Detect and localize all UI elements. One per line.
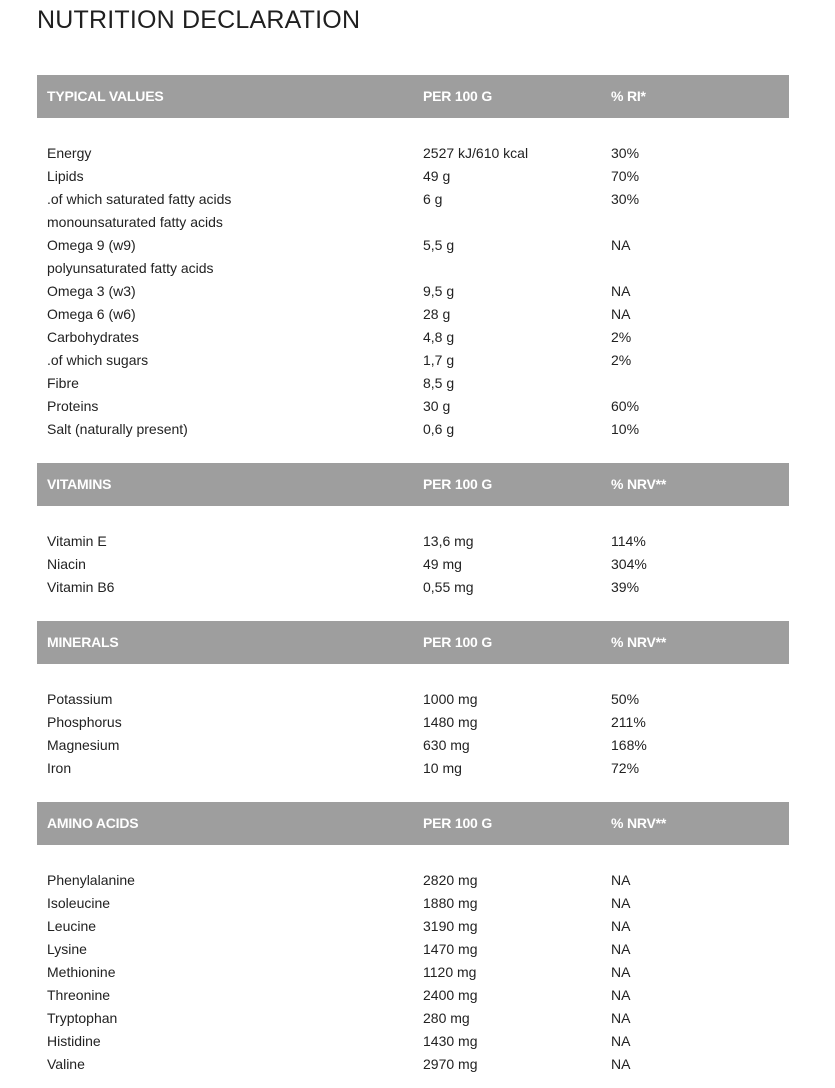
- nutrient-percent: NA: [611, 941, 631, 957]
- nutrient-percent: 30%: [611, 145, 640, 161]
- nutrient-name: Magnesium: [47, 737, 120, 753]
- section-heading: AMINO ACIDS: [47, 815, 139, 831]
- nutrient-percent: NA: [611, 895, 631, 911]
- nutrient-amount: 10 mg: [423, 760, 462, 776]
- nutrient-percent: 114%: [611, 533, 646, 549]
- table-row: [37, 711, 789, 734]
- table-row: [37, 530, 789, 553]
- table-row: [37, 1007, 789, 1030]
- nutrient-name: Methionine: [47, 964, 116, 980]
- nutrient-amount: 0,6 g: [423, 421, 455, 437]
- nutrient-percent: 30%: [611, 191, 640, 207]
- nutrient-name: Potassium: [47, 691, 113, 707]
- nutrient-percent: 2%: [611, 329, 632, 345]
- table-row: [37, 938, 789, 961]
- table-row: [37, 211, 789, 234]
- nutrient-amount: 1,7 g: [423, 352, 455, 368]
- nutrient-name: polyunsaturated fatty acids: [47, 260, 214, 276]
- section-header: [37, 621, 789, 664]
- per-100g-header: PER 100 G: [423, 634, 493, 650]
- table-row: [37, 734, 789, 757]
- nutrient-percent: 168%: [611, 737, 647, 753]
- nutrient-percent: NA: [611, 872, 631, 888]
- table-row: [37, 1053, 789, 1076]
- table-row: [37, 165, 789, 188]
- percent-header: % NRV**: [611, 476, 667, 492]
- nutrient-percent: 39%: [611, 579, 640, 595]
- nutrient-amount: 2820 mg: [423, 872, 478, 888]
- nutrient-percent: 2%: [611, 352, 632, 368]
- table-row: [37, 349, 789, 372]
- nutrient-name: .of which sugars: [47, 352, 149, 368]
- percent-header: % RI*: [611, 88, 646, 104]
- nutrient-amount: 30 g: [423, 398, 451, 414]
- nutrient-percent: NA: [611, 1033, 631, 1049]
- section-vitamins: [37, 463, 789, 599]
- section-amino-acids: [37, 802, 789, 1076]
- nutrient-percent: NA: [611, 987, 631, 1003]
- nutrient-name: Tryptophan: [47, 1010, 118, 1026]
- table-row: [37, 757, 789, 780]
- nutrient-name: Isoleucine: [47, 895, 111, 911]
- per-100g-header: PER 100 G: [423, 476, 493, 492]
- section-header: [37, 463, 789, 506]
- table-row: [37, 869, 789, 892]
- nutrient-amount: 49 mg: [423, 556, 462, 572]
- nutrient-amount: 280 mg: [423, 1010, 470, 1026]
- nutrient-amount: 8,5 g: [423, 375, 455, 391]
- nutrient-percent: NA: [611, 918, 631, 934]
- nutrient-name: Threonine: [47, 987, 111, 1003]
- table-row: [37, 188, 789, 211]
- nutrient-percent: 70%: [611, 168, 640, 184]
- nutrient-name: Phosphorus: [47, 714, 122, 730]
- nutrient-name: Phenylalanine: [47, 872, 135, 888]
- nutrient-percent: 211%: [611, 714, 646, 730]
- percent-header: % NRV**: [611, 815, 667, 831]
- table-row: [37, 576, 789, 599]
- nutrient-percent: NA: [611, 237, 631, 253]
- percent-header: % NRV**: [611, 634, 667, 650]
- nutrient-name: Valine: [47, 1056, 85, 1072]
- table-row: [37, 892, 789, 915]
- section-minerals: [37, 621, 789, 780]
- nutrient-amount: 5,5 g: [423, 237, 455, 253]
- table-row: [37, 326, 789, 349]
- table-row: [37, 395, 789, 418]
- nutrient-name: Lysine: [47, 941, 87, 957]
- nutrient-percent: 50%: [611, 691, 640, 707]
- section-header: [37, 802, 789, 845]
- nutrient-name: Proteins: [47, 398, 99, 414]
- nutrient-amount: 1430 mg: [423, 1033, 478, 1049]
- nutrient-amount: 630 mg: [423, 737, 470, 753]
- nutrient-percent: 304%: [611, 556, 647, 572]
- nutrient-percent: NA: [611, 964, 631, 980]
- nutrient-name: Carbohydrates: [47, 329, 139, 345]
- nutrient-name: monounsaturated fatty acids: [47, 214, 223, 230]
- nutrient-name: Fibre: [47, 375, 79, 391]
- table-row: [37, 303, 789, 326]
- table-row: [37, 553, 789, 576]
- nutrient-amount: 28 g: [423, 306, 451, 322]
- nutrient-amount: 1000 mg: [423, 691, 478, 707]
- nutrient-amount: 0,55 mg: [423, 579, 474, 595]
- nutrient-amount: 1480 mg: [423, 714, 478, 730]
- nutrient-percent: NA: [611, 1056, 631, 1072]
- section-typical-values: [37, 75, 789, 441]
- nutrient-name: Vitamin B6: [47, 579, 115, 595]
- section-header: [37, 75, 789, 118]
- nutrient-percent: 60%: [611, 398, 640, 414]
- nutrient-name: Leucine: [47, 918, 97, 934]
- table-row: [37, 142, 789, 165]
- nutrient-name: Omega 3 (w3): [47, 283, 136, 299]
- nutrient-name: .of which saturated fatty acids: [47, 191, 232, 207]
- nutrient-name: Niacin: [47, 556, 86, 572]
- nutrient-name: Salt (naturally present): [47, 421, 188, 437]
- nutrient-amount: 49 g: [423, 168, 451, 184]
- table-row: [37, 984, 789, 1007]
- table-row: [37, 372, 789, 395]
- table-row: [37, 688, 789, 711]
- page-title: NUTRITION DECLARATION: [37, 6, 361, 34]
- table-row: [37, 257, 789, 280]
- nutrient-amount: 9,5 g: [423, 283, 455, 299]
- nutrient-amount: 1880 mg: [423, 895, 478, 911]
- nutrient-name: Lipids: [47, 168, 84, 184]
- nutrient-name: Energy: [47, 145, 92, 161]
- nutrient-percent: 72%: [611, 760, 640, 776]
- table-row: [37, 418, 789, 441]
- section-heading: TYPICAL VALUES: [47, 88, 164, 104]
- table-row: [37, 961, 789, 984]
- nutrient-name: Iron: [47, 760, 72, 776]
- nutrient-amount: 1470 mg: [423, 941, 478, 957]
- nutrient-amount: 4,8 g: [423, 329, 455, 345]
- section-heading: VITAMINS: [47, 476, 112, 492]
- table-row: [37, 280, 789, 303]
- per-100g-header: PER 100 G: [423, 88, 493, 104]
- table-row: [37, 1030, 789, 1053]
- table-row: [37, 234, 789, 257]
- nutrient-amount: 6 g: [423, 191, 443, 207]
- nutrient-name: Vitamin E: [47, 533, 107, 549]
- nutrient-amount: 2970 mg: [423, 1056, 478, 1072]
- nutrient-percent: NA: [611, 306, 631, 322]
- table-row: [37, 915, 789, 938]
- nutrient-amount: 2527 kJ/610 kcal: [423, 145, 529, 161]
- nutrient-percent: NA: [611, 283, 631, 299]
- nutrient-amount: 3190 mg: [423, 918, 478, 934]
- nutrient-percent: 10%: [611, 421, 640, 437]
- nutrient-percent: NA: [611, 1010, 631, 1026]
- nutrient-name: Omega 9 (w9): [47, 237, 136, 253]
- nutrient-amount: 13,6 mg: [423, 533, 474, 549]
- nutrient-amount: 2400 mg: [423, 987, 478, 1003]
- nutrient-name: Omega 6 (w6): [47, 306, 136, 322]
- per-100g-header: PER 100 G: [423, 815, 493, 831]
- section-heading: MINERALS: [47, 634, 119, 650]
- nutrient-name: Histidine: [47, 1033, 101, 1049]
- nutrient-amount: 1120 mg: [423, 964, 477, 980]
